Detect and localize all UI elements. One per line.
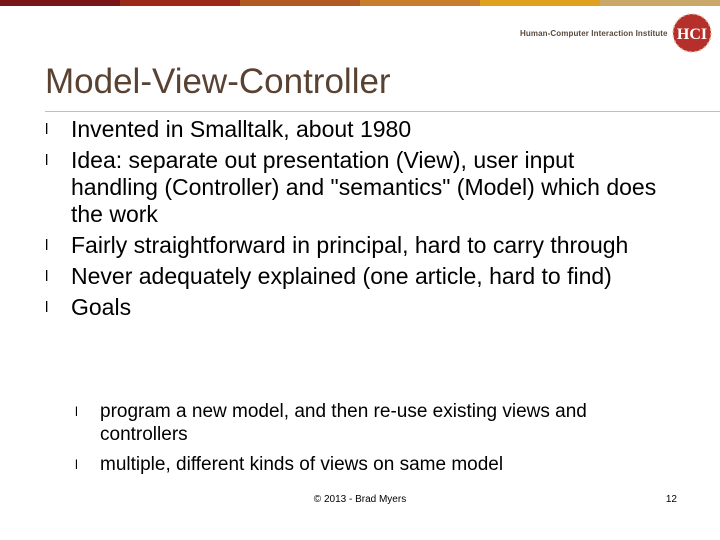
bullet-icon: l	[45, 121, 49, 138]
bullet-item	[45, 294, 665, 321]
bullet-text: Never adequately explained (one article, hard to find)	[71, 263, 612, 289]
page-number: 12	[665, 494, 677, 505]
color-bar-segment	[120, 0, 240, 6]
bullet-text: Fairly straightforward in principal, hard to carry through	[71, 232, 629, 258]
slide-title: Model-View-Controller	[45, 62, 391, 101]
bullet-text: Idea: separate out presentation (View), user input handling (Controller) and "semantics" (Model) which does the work	[71, 147, 657, 227]
bullet-list	[45, 116, 665, 325]
bullet-icon: l	[75, 457, 78, 472]
bullet-item	[45, 232, 665, 259]
top-color-bar	[0, 0, 720, 6]
footer-copyright: © 2013 - Brad Myers	[313, 494, 407, 505]
bullet-item	[45, 116, 665, 143]
bullet-icon: l	[45, 299, 49, 316]
color-bar-segment	[600, 0, 720, 6]
sub-bullet-text: program a new model, and then re-use existing views and controllers	[100, 401, 587, 445]
bullet-item	[45, 147, 665, 228]
bullet-icon: l	[45, 268, 49, 285]
title-divider	[45, 111, 720, 112]
bullet-text: Goals	[71, 294, 132, 320]
bullet-text: Invented in Smalltalk, about 1980	[71, 116, 412, 142]
bullet-icon: l	[45, 152, 49, 169]
institute-name: Human-Computer Interaction Institute	[520, 29, 668, 38]
sub-bullet-text: multiple, different kinds of views on same model	[100, 454, 504, 475]
hci-logo-icon	[671, 12, 713, 54]
color-bar-segment	[360, 0, 480, 6]
bullet-icon: l	[75, 404, 78, 419]
sub-bullet-item	[75, 453, 675, 476]
bullet-item	[45, 263, 665, 290]
color-bar-segment	[0, 0, 120, 6]
sub-bullet-item	[75, 400, 675, 446]
bullet-icon: l	[45, 237, 49, 254]
color-bar-segment	[240, 0, 360, 6]
sub-bullet-list	[75, 400, 675, 483]
color-bar-segment	[480, 0, 600, 6]
logo-text: HCI	[676, 26, 708, 43]
